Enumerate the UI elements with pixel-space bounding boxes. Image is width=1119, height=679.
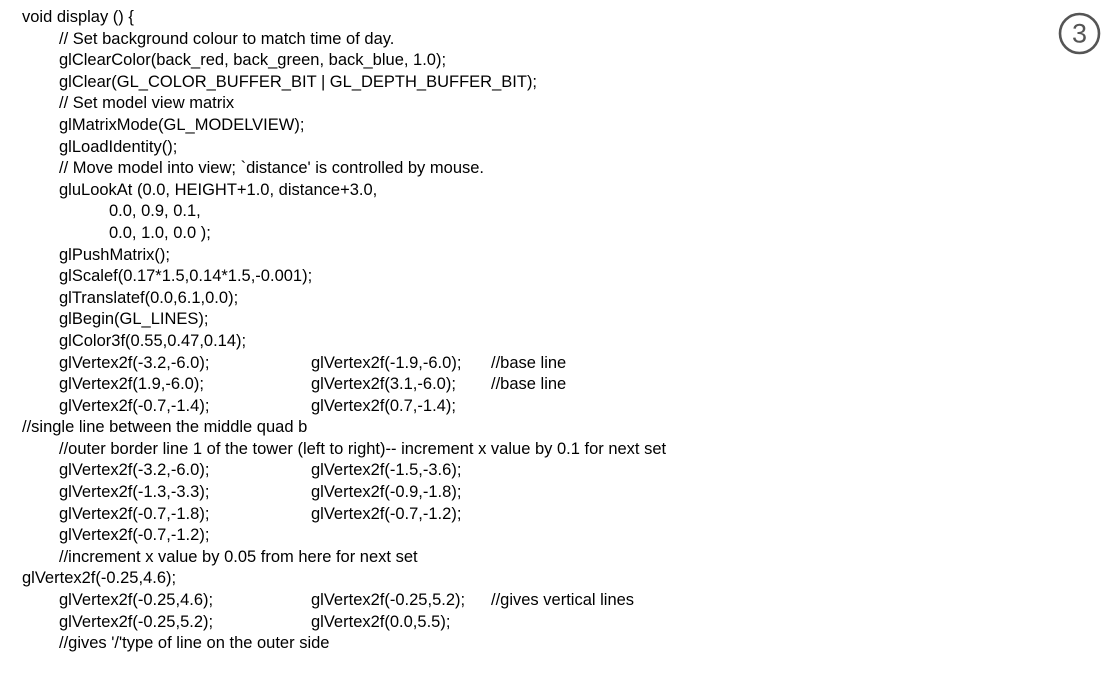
- code-text: glBegin(GL_LINES);: [59, 310, 209, 329]
- code-text: // Set model view matrix: [59, 94, 235, 113]
- badge-number: 3: [1071, 18, 1088, 49]
- code-text: glScalef(0.17*1.5,0.14*1.5,-0.001);: [59, 267, 313, 286]
- code-text-col2: glVertex2f(-0.7,-1.2);: [311, 504, 462, 523]
- code-line: [22, 137, 666, 159]
- code-line: [22, 288, 666, 310]
- code-line: [22, 547, 666, 569]
- code-line: [22, 612, 666, 634]
- code-line: [22, 482, 666, 504]
- code-text: // Move model into view; `distance' is controlled by mouse.: [59, 159, 485, 178]
- code-line: [22, 50, 666, 72]
- code-text: 0.0, 0.9, 0.1,: [109, 202, 201, 221]
- code-text: glVertex2f(1.9,-6.0);: [59, 375, 204, 394]
- code-text: glClear(GL_COLOR_BUFFER_BIT | GL_DEPTH_BUFFER_BIT);: [59, 72, 538, 91]
- code-text-col2: glVertex2f(0.7,-1.4);: [311, 396, 456, 415]
- code-line: [22, 201, 666, 223]
- code-line: [22, 417, 666, 439]
- code-text: void display () {: [22, 8, 134, 26]
- code-text: glVertex2f(-0.25,4.6);: [59, 591, 214, 610]
- code-line: [22, 93, 666, 115]
- code-line: [22, 439, 666, 461]
- code-line: [22, 115, 666, 137]
- code-line: [22, 7, 666, 29]
- code-text: // Set background colour to match time of day.: [59, 29, 395, 48]
- code-text: glVertex2f(-0.25,4.6);: [22, 569, 177, 588]
- code-line: [22, 266, 666, 288]
- code-listing: [22, 7, 666, 655]
- code-text: glColor3f(0.55,0.47,0.14);: [59, 331, 247, 350]
- code-line: [22, 180, 666, 202]
- code-line: [22, 525, 666, 547]
- code-text-col2: glVertex2f(-0.25,5.2);: [311, 591, 466, 610]
- code-text: glLoadIdentity();: [59, 137, 178, 156]
- code-line: [22, 590, 666, 612]
- circled-number-badge: [1058, 12, 1101, 55]
- code-text-col2: glVertex2f(0.0,5.5);: [311, 612, 451, 631]
- code-text: glVertex2f(-0.7,-1.8);: [59, 504, 210, 523]
- code-comment: //base line: [491, 353, 567, 372]
- code-comment: //gives vertical lines: [491, 591, 635, 610]
- code-line: [22, 331, 666, 353]
- code-line: [22, 568, 666, 590]
- code-text: glVertex2f(-3.2,-6.0);: [59, 353, 210, 372]
- code-text: glVertex2f(-1.3,-3.3);: [59, 483, 210, 502]
- code-text: glVertex2f(-0.25,5.2);: [59, 612, 214, 631]
- code-line: [22, 396, 666, 418]
- code-text: glVertex2f(-0.7,-1.4);: [59, 396, 210, 415]
- code-text: glVertex2f(-3.2,-6.0);: [59, 461, 210, 480]
- code-line: [22, 504, 666, 526]
- code-text: glClearColor(back_red, back_green, back_blue, 1.0);: [59, 51, 447, 70]
- code-line: [22, 460, 666, 482]
- code-text: //single line between the middle quad b: [22, 418, 308, 437]
- code-line: [22, 223, 666, 245]
- code-text: 0.0, 1.0, 0.0 );: [109, 223, 211, 242]
- code-comment: //base line: [491, 375, 567, 394]
- code-line: [22, 633, 666, 655]
- code-text: gluLookAt (0.0, HEIGHT+1.0, distance+3.0,: [59, 180, 378, 199]
- code-line: [22, 245, 666, 267]
- code-line: [22, 353, 666, 375]
- code-text: //outer border line 1 of the tower (left to right)-- increment x value by 0.1 for next set: [59, 439, 667, 458]
- code-line: [22, 29, 666, 51]
- code-line: [22, 158, 666, 180]
- code-text-col2: glVertex2f(-1.5,-3.6);: [311, 461, 462, 480]
- code-text: //increment x value by 0.05 from here for next set: [59, 547, 418, 566]
- code-text: glMatrixMode(GL_MODELVIEW);: [59, 115, 305, 134]
- code-text: glTranslatef(0.0,6.1,0.0);: [59, 288, 239, 307]
- code-text: //gives '/'type of line on the outer side: [59, 634, 330, 653]
- code-text-col2: glVertex2f(3.1,-6.0);: [311, 375, 456, 394]
- code-text: glPushMatrix();: [59, 245, 170, 264]
- code-text-col2: glVertex2f(-1.9,-6.0);: [311, 353, 462, 372]
- code-text-col2: glVertex2f(-0.9,-1.8);: [311, 483, 462, 502]
- code-line: [22, 72, 666, 94]
- code-text: glVertex2f(-0.7,-1.2);: [59, 526, 210, 545]
- code-line: [22, 309, 666, 331]
- code-line: [22, 374, 666, 396]
